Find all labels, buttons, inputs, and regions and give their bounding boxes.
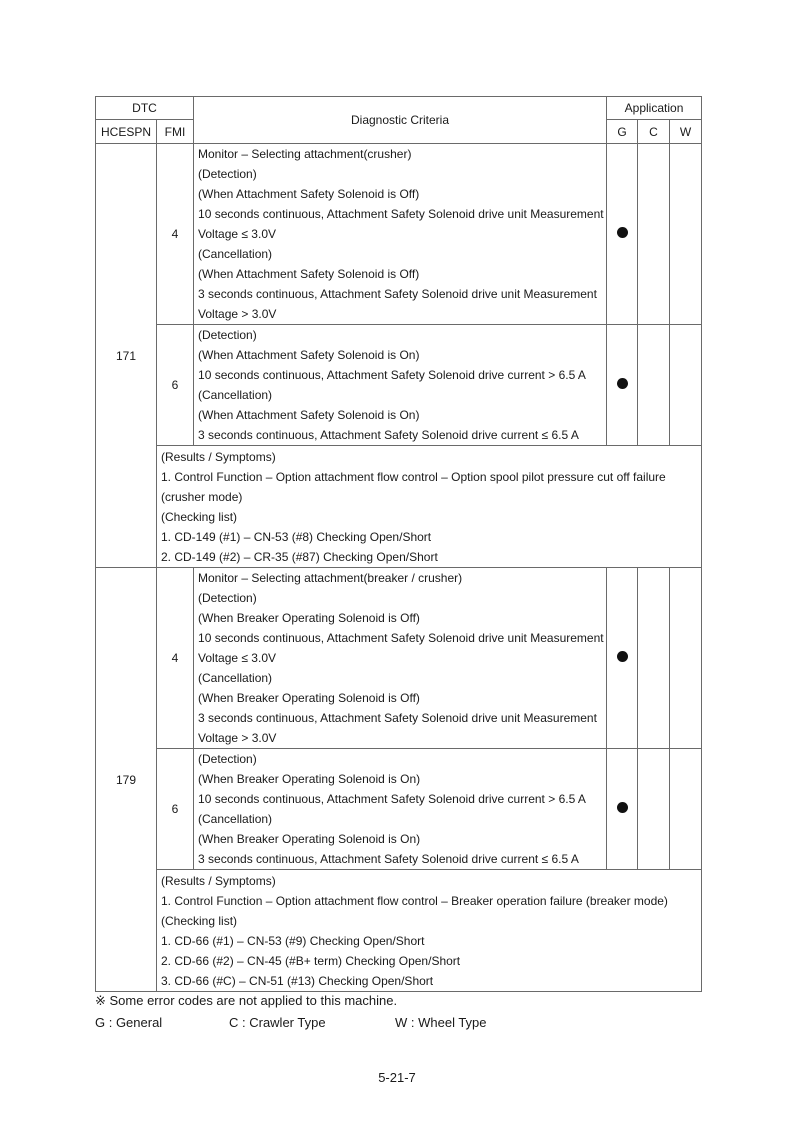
application-g-cell: [607, 325, 638, 446]
criteria-line: 10 seconds continuous, Attachment Safety Solenoid drive unit Measurement: [198, 207, 604, 221]
criteria-line: (When Attachment Safety Solenoid is Off): [198, 187, 420, 201]
table-row: [96, 749, 702, 870]
results-line: 2. CD-66 (#2) – CN-45 (#B+ term) Checking Open/Short: [161, 954, 461, 968]
results-row: [96, 446, 702, 568]
diagnostic-criteria: [194, 325, 607, 446]
criteria-line: 3 seconds continuous, Attachment Safety Solenoid drive current ≤ 6.5 A: [198, 852, 579, 866]
results-line: 1. Control Function – Option attachment flow control – Breaker operation failure (breaker mode): [161, 894, 668, 908]
application-w-cell: [670, 568, 702, 749]
application-c-cell: [638, 568, 670, 749]
criteria-line: (Detection): [198, 752, 257, 766]
table-row: [96, 568, 702, 749]
table-row: [96, 144, 702, 325]
results-line: (Results / Symptoms): [161, 874, 276, 888]
application-w-cell: [670, 749, 702, 870]
diagnostic-criteria: [194, 568, 607, 749]
fmi-code: 4: [157, 568, 194, 749]
results-row: [96, 870, 702, 992]
header-w: W: [670, 120, 702, 144]
header-fmi: FMI: [157, 120, 194, 144]
results-line: 3. CD-66 (#C) – CN-51 (#13) Checking Open/Short: [161, 974, 434, 988]
criteria-line: (Cancellation): [198, 388, 273, 402]
header-c: C: [638, 120, 670, 144]
results-line: 1. CD-66 (#1) – CN-53 (#9) Checking Open/Short: [161, 934, 425, 948]
header-g: G: [607, 120, 638, 144]
results-line: (Results / Symptoms): [161, 450, 276, 464]
criteria-line: (When Breaker Operating Solenoid is On): [198, 832, 421, 846]
results-line: 1. CD-149 (#1) – CN-53 (#8) Checking Open/Short: [161, 530, 432, 544]
diagnostic-criteria: [194, 749, 607, 870]
results-symptoms: [157, 446, 702, 568]
results-symptoms: [157, 870, 702, 992]
header-criteria: Diagnostic Criteria: [194, 97, 607, 144]
criteria-line: (Cancellation): [198, 671, 273, 685]
header-dtc: DTC: [96, 97, 194, 120]
results-line: 1. Control Function – Option attachment flow control – Option spool pilot pressure cut off failure: [161, 470, 666, 484]
criteria-line: Voltage ≤ 3.0V: [198, 651, 276, 665]
criteria-line: 10 seconds continuous, Attachment Safety Solenoid drive unit Measurement: [198, 631, 604, 645]
application-g-cell: [607, 568, 638, 749]
fmi-code: 6: [157, 749, 194, 870]
results-line: (crusher mode): [161, 490, 243, 504]
header-application: Application: [607, 97, 702, 120]
criteria-line: Voltage > 3.0V: [198, 307, 277, 321]
criteria-line: (When Attachment Safety Solenoid is Off): [198, 267, 420, 281]
criteria-line: 3 seconds continuous, Attachment Safety Solenoid drive unit Measurement: [198, 287, 597, 301]
criteria-line: (When Breaker Operating Solenoid is Off): [198, 691, 420, 705]
application-c-cell: [638, 749, 670, 870]
legend-crawler: C : Crawler Type: [229, 1015, 326, 1030]
criteria-line: (Detection): [198, 328, 257, 342]
application-c-cell: [638, 144, 670, 325]
criteria-line: 10 seconds continuous, Attachment Safety Solenoid drive current > 6.5 A: [198, 368, 586, 382]
criteria-line: (When Breaker Operating Solenoid is On): [198, 772, 421, 786]
header-hcespn: HCESPN: [96, 120, 157, 144]
criteria-line: (When Attachment Safety Solenoid is On): [198, 348, 420, 362]
diagnostic-criteria: [194, 144, 607, 325]
criteria-line: (Detection): [198, 167, 257, 181]
hcespn-code: 179: [96, 568, 157, 992]
criteria-line: Monitor – Selecting attachment(breaker / crusher): [198, 571, 463, 585]
applicable-dot-icon: [617, 378, 628, 389]
criteria-line: 3 seconds continuous, Attachment Safety Solenoid drive current ≤ 6.5 A: [198, 428, 579, 442]
criteria-line: (When Breaker Operating Solenoid is Off): [198, 611, 420, 625]
results-line: (Checking list): [161, 510, 238, 524]
legend-wheel: W : Wheel Type: [395, 1015, 487, 1030]
application-c-cell: [638, 325, 670, 446]
legend-general: G : General: [95, 1015, 163, 1030]
criteria-line: (Detection): [198, 591, 257, 605]
applicable-dot-icon: [617, 227, 628, 238]
dtc-table: [95, 96, 702, 992]
criteria-line: Voltage > 3.0V: [198, 731, 277, 745]
application-g-cell: [607, 144, 638, 325]
hcespn-code: 171: [96, 144, 157, 568]
fmi-code: 4: [157, 144, 194, 325]
results-line: (Checking list): [161, 914, 238, 928]
page-number: 5-21-7: [378, 1070, 416, 1085]
criteria-line: (Cancellation): [198, 247, 273, 261]
criteria-line: Monitor – Selecting attachment(crusher): [198, 147, 412, 161]
applicable-dot-icon: [617, 651, 628, 662]
criteria-line: 10 seconds continuous, Attachment Safety Solenoid drive current > 6.5 A: [198, 792, 586, 806]
criteria-line: (When Attachment Safety Solenoid is On): [198, 408, 420, 422]
application-w-cell: [670, 325, 702, 446]
results-line: 2. CD-149 (#2) – CR-35 (#87) Checking Open/Short: [161, 550, 438, 564]
criteria-line: Voltage ≤ 3.0V: [198, 227, 276, 241]
criteria-line: 3 seconds continuous, Attachment Safety Solenoid drive unit Measurement: [198, 711, 597, 725]
application-w-cell: [670, 144, 702, 325]
dtc-page: [95, 96, 701, 992]
applicable-dot-icon: [617, 802, 628, 813]
footnote: ※ Some error codes are not applied to this machine.: [95, 993, 398, 1008]
fmi-code: 6: [157, 325, 194, 446]
table-row: [96, 325, 702, 446]
criteria-line: (Cancellation): [198, 812, 273, 826]
application-g-cell: [607, 749, 638, 870]
